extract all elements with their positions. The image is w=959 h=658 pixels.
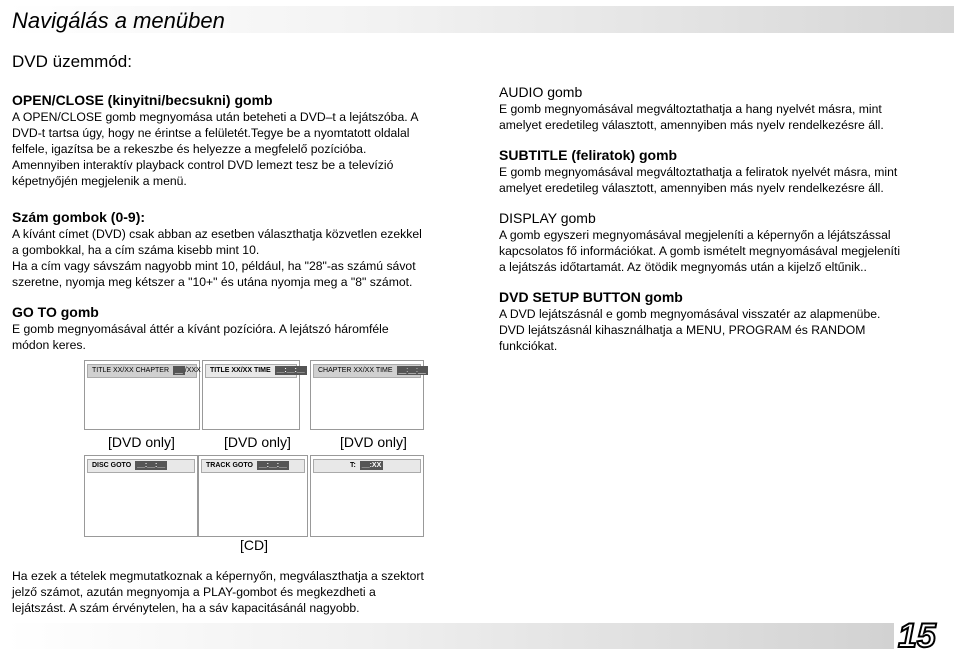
osd-chapter-time-bar xyxy=(313,364,426,378)
section-body: A gomb egyszeri megnyomásával megjeleníti a képernyőn a léjátszással kapcsolatos fő információkat. A gomb ismételt megnyomásával megjeleníti a lejátszás időtartamát. Az ötödik megnyomás után a kijelző eltűnik.. xyxy=(499,228,901,274)
section-heading: DVD SETUP BUTTON gomb xyxy=(499,289,683,305)
osd-screen xyxy=(202,360,305,430)
section-subtitle xyxy=(499,147,954,196)
osd-title-time-bar xyxy=(205,364,305,378)
cd-label: [CD] xyxy=(240,537,268,553)
osd-screen xyxy=(310,360,424,430)
osd-screen xyxy=(84,360,200,430)
section-heading: OPEN/CLOSE (kinyitni/becsukni) gomb xyxy=(12,92,273,108)
footer-bar xyxy=(6,623,894,649)
section-body: E gomb megnyomásával megváltoztathatja a hang nyelvét másra, mint amelyet eredetileg választott, amennyiben más nyelv rendelkezésre áll. xyxy=(499,102,884,132)
section-body: E gomb megnyomásával megváltoztathatja a feliratok nyelvét másra, mint amelyet eredetileg választott, amennyiben más nyelv rendelkezésre áll. xyxy=(499,165,898,195)
dvd-only-label: [DVD only] xyxy=(108,434,175,450)
osd-track-goto-bar xyxy=(201,459,305,473)
mode-title: DVD üzemmód: xyxy=(12,52,132,71)
osd-label: CHAPTER XX/XX TIME xyxy=(318,367,393,374)
right-column xyxy=(499,84,954,366)
osd-label: T: xyxy=(350,462,356,469)
bottom-paragraph: Ha ezek a tételek megmutatkoznak a képernyőn, megválaszthatja a szektort jelző számot, azután megnyomja a PLAY-gombot és megkezdheti a lejátszást. A szám érvénytelen, ha a sáv kapacitásánál nagyobb. xyxy=(12,569,424,615)
section-body: A DVD lejátszásnál e gomb megnyomásával visszatér az alapmenübe. DVD lejátszásnál kihasználhatja a MENU, PROGRAM és RANDOM funkciókat. xyxy=(499,307,881,353)
section-display xyxy=(499,210,954,275)
section-body: A OPEN/CLOSE gomb megnyomása után beteheti a DVD–t a lejátszóba. A DVD-t tartsa úgy, hogy ne érintse a felületét.Tegye be a nyomtatott oldalal felfele, igazítsa be a rekeszbe és helyezze a megfelelő pozícióba. Amennyiben interaktív playback control DVD lemezt tesz be a televízió képetnyőjén megjelenik a menü. xyxy=(12,110,419,188)
osd-value: __:__:__ xyxy=(137,462,166,469)
osd-value: __ xyxy=(174,367,183,374)
osd-screen xyxy=(310,455,424,537)
section-heading: AUDIO gomb xyxy=(499,84,583,100)
section-audio xyxy=(499,84,954,133)
osd-screen xyxy=(84,455,198,537)
osd-label: TITLE XX/XX CHAPTER xyxy=(92,367,170,374)
osd-value: __:__:__ xyxy=(258,462,287,469)
section-heading: Szám gombok (0-9): xyxy=(12,209,146,225)
osd-title-chapter-bar xyxy=(87,364,201,378)
osd-value: __:__:__ xyxy=(398,367,426,374)
osd-screen xyxy=(198,455,308,537)
section-number-buttons xyxy=(12,209,482,290)
osd-label: TITLE XX/XX TIME xyxy=(210,367,271,374)
section-goto xyxy=(12,304,482,353)
section-heading: GO TO gomb xyxy=(12,304,99,320)
section-body: A kívánt címet (DVD) csak abban az esetben választhatja közvetlen ezekkel a gombokkal, ha a cím száma kisebb mint 10. Ha a cím vagy sávszám nagyobb mint 10, például, ha "28"-as számú sávot szeretne, nyomja meg kétszer a "10+" és utána nyomja meg a "8" számot. xyxy=(12,227,422,289)
section-heading: SUBTITLE (feliratok) gomb xyxy=(499,147,678,163)
osd-suffix: /XXX xyxy=(184,367,201,374)
section-open-close xyxy=(12,92,482,189)
osd-disc-goto-bar xyxy=(87,459,195,473)
osd-value: __:XX xyxy=(361,462,382,469)
left-column xyxy=(12,92,482,365)
dvd-only-label: [DVD only] xyxy=(224,434,291,450)
section-body: E gomb megnyomásával áttér a kívánt pozícióra. A lejátszó háromféle módon keres. xyxy=(12,322,389,352)
section-heading: DISPLAY gomb xyxy=(499,210,596,226)
page-number: 15 xyxy=(898,617,936,655)
osd-value: __:__:__ xyxy=(276,367,305,374)
osd-time-bar xyxy=(313,459,421,473)
dvd-only-label: [DVD only] xyxy=(340,434,407,450)
page-title: Navigálás a menüben xyxy=(12,8,225,33)
osd-label: DISC GOTO xyxy=(92,462,132,469)
section-dvd-setup xyxy=(499,289,954,354)
osd-label: TRACK GOTO xyxy=(206,462,253,469)
